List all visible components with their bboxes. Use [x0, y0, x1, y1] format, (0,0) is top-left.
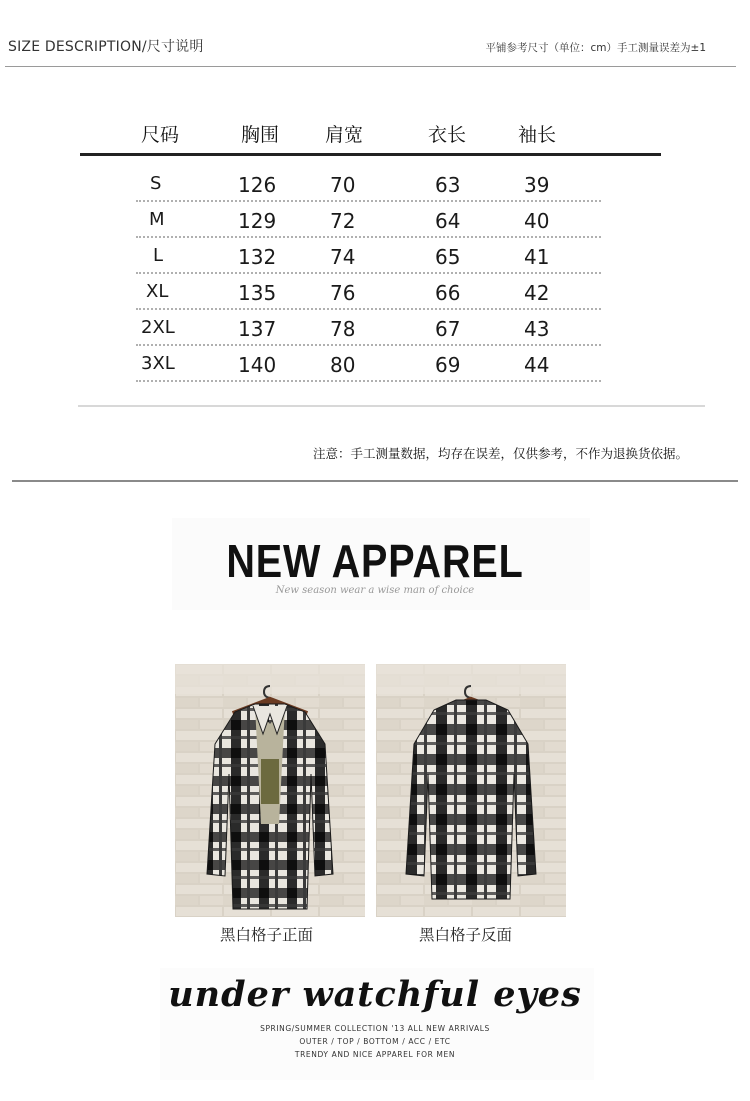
product-photo-back [376, 664, 566, 917]
cell-chest: 140 [238, 353, 277, 377]
header-chest: 胸围 [241, 124, 280, 146]
cell-sleeve: 39 [524, 173, 550, 197]
cell-length: 65 [435, 245, 461, 269]
size-table [80, 110, 661, 377]
cell-sleeve: 40 [524, 209, 550, 233]
cell-shoulder: 72 [330, 209, 356, 233]
banner-title: NEW APPAREL [226, 535, 524, 587]
cell-sleeve: 44 [524, 353, 550, 377]
section-divider [12, 480, 738, 482]
table-row [80, 202, 600, 238]
table-row [80, 274, 600, 310]
cell-length: 69 [435, 353, 461, 377]
table-row [80, 166, 600, 202]
cell-shoulder: 80 [330, 353, 356, 377]
disclaimer-note: 注意：手工测量数据，均存在误差，仅供参考，不作为退换货依据。 [312, 446, 688, 461]
shirt-back-image [376, 664, 566, 917]
table-row [80, 238, 600, 274]
cell-shoulder: 78 [330, 317, 356, 341]
tagline-trendy: TRENDY AND NICE APPAREL FOR MEN [294, 1050, 456, 1059]
cell-length: 67 [435, 317, 461, 341]
header-sleeve: 袖长 [518, 124, 557, 146]
tagline-collection: SPRING/SUMMER COLLECTION '13 ALL NEW ARRIVALS [260, 1024, 490, 1033]
row-divider [136, 380, 601, 382]
cell-shoulder: 70 [330, 173, 356, 197]
header-size: 尺码 [141, 124, 180, 146]
cell-length: 64 [435, 209, 461, 233]
tagline-categories: OUTER / TOP / BOTTOM / ACC / ETC [299, 1037, 451, 1046]
cell-sleeve: 43 [524, 317, 550, 341]
cell-chest: 137 [238, 317, 277, 341]
measurement-note: 平铺参考尺寸（单位：cm）手工测量误差为±1 [485, 42, 706, 54]
cell-shoulder: 74 [330, 245, 356, 269]
cell-chest: 135 [238, 281, 277, 305]
cell-length: 66 [435, 281, 461, 305]
table-row [80, 346, 600, 382]
section-title: SIZE DESCRIPTION/尺寸说明 [8, 39, 204, 55]
table-footer-rule [78, 405, 705, 407]
cell-length: 63 [435, 173, 461, 197]
header-divider [5, 66, 736, 67]
cell-size: XL [146, 281, 169, 302]
cell-sleeve: 42 [524, 281, 550, 305]
cell-size: L [153, 245, 164, 266]
caption-back: 黑白格子反面 [419, 926, 513, 944]
shirt-front-image [175, 664, 365, 917]
size-table-header [80, 110, 661, 160]
cell-size: 2XL [141, 317, 175, 338]
cell-shoulder: 76 [330, 281, 356, 305]
cell-chest: 129 [238, 209, 277, 233]
header-underline [80, 153, 661, 156]
caption-front: 黑白格子正面 [220, 926, 314, 944]
script-slogan: under watchful eyes [168, 974, 582, 1015]
product-photo-front [175, 664, 365, 917]
cell-size: S [150, 173, 162, 194]
header-shoulder: 肩宽 [325, 124, 364, 146]
cell-size: M [149, 209, 165, 230]
header-length: 衣长 [428, 124, 467, 146]
cell-sleeve: 41 [524, 245, 550, 269]
cell-size: 3XL [141, 353, 175, 374]
cell-chest: 132 [238, 245, 277, 269]
table-row [80, 310, 600, 346]
cell-chest: 126 [238, 173, 277, 197]
banner-subtitle: New season wear a wise man of choice [275, 585, 475, 596]
